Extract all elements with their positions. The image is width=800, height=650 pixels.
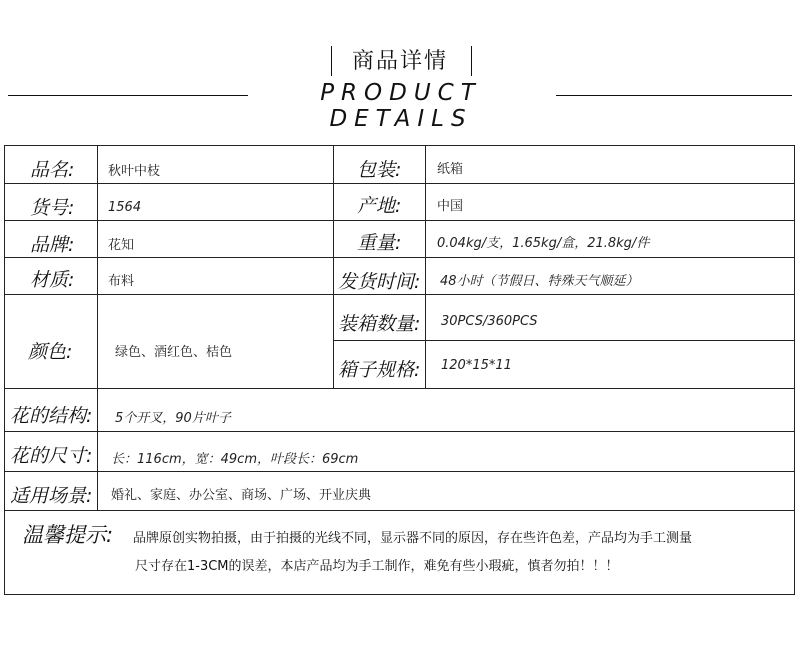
row-divider <box>4 431 795 432</box>
qty-label: 装箱数量: <box>338 313 421 335</box>
origin-label: 产地: <box>357 195 402 217</box>
row-divider <box>4 220 795 221</box>
color-label: 颜色: <box>28 341 73 363</box>
row-divider <box>4 294 795 295</box>
row-divider <box>4 183 795 184</box>
table-right-border <box>794 145 795 595</box>
structure-value: 5个开叉，90片叶子 <box>115 411 231 426</box>
page-title: 商品详情 <box>351 49 448 74</box>
color-value: 绿色、酒红色、桔色 <box>115 345 233 360</box>
material-value: 布料 <box>108 274 135 289</box>
name-value: 秋叶中枝 <box>108 164 161 179</box>
box-value: 120*15*11 <box>441 358 512 373</box>
header-left-rule <box>8 95 248 96</box>
row-divider <box>4 510 795 511</box>
ship-value: 48小时（节假日、特殊天气顺延） <box>440 274 639 289</box>
table-top-border <box>4 145 795 146</box>
table-left-border <box>4 145 5 595</box>
size-label: 花的尺寸: <box>10 445 93 467</box>
pack-value: 纸箱 <box>437 162 464 177</box>
origin-value: 中国 <box>437 199 464 214</box>
column-divider <box>333 145 334 388</box>
sku-value: 1564 <box>108 200 142 215</box>
pack-label: 包装: <box>357 159 402 181</box>
row-divider <box>333 340 795 341</box>
weight-label: 重量: <box>357 232 402 254</box>
header-right-rule <box>556 95 792 96</box>
name-label: 品名: <box>30 159 75 181</box>
size-value: 长：116cm，宽：49cm，叶段长：69cm <box>111 452 359 467</box>
ship-label: 发货时间: <box>338 271 421 293</box>
material-label: 材质: <box>30 269 75 291</box>
qty-value: 30PCS/360PCS <box>441 314 538 329</box>
column-divider <box>97 388 98 510</box>
row-divider <box>4 388 795 389</box>
tip-line-1: 品牌原创实物拍摄，由于拍摄的光线不同，显示器不同的原因，存在些许色差，产品均为手工测量 <box>133 531 693 546</box>
scene-label: 适用场景: <box>10 485 93 507</box>
table-bottom-border <box>4 594 795 595</box>
column-divider <box>425 145 426 388</box>
weight-value: 0.04kg/支，1.65kg/盒，21.8kg/件 <box>437 236 650 251</box>
sku-label: 货号: <box>30 197 75 219</box>
brand-value: 花知 <box>108 238 135 253</box>
tip-line-2: 尺寸存在1-3CM的误差，本店产品均为手工制作，难免有些小瑕疵，慎者勿拍！！！ <box>135 559 619 574</box>
row-divider <box>4 257 795 258</box>
brand-label: 品牌: <box>30 234 75 256</box>
tip-label: 温馨提示: <box>22 523 114 547</box>
structure-label: 花的结构: <box>10 405 93 427</box>
scene-value: 婚礼、家庭、办公室、商场、广场、开业庆典 <box>111 488 372 503</box>
box-label: 箱子规格: <box>338 359 421 381</box>
page-subtitle: PRODUCT DETAILS <box>320 80 482 132</box>
row-divider <box>4 471 795 472</box>
column-divider <box>97 145 98 388</box>
